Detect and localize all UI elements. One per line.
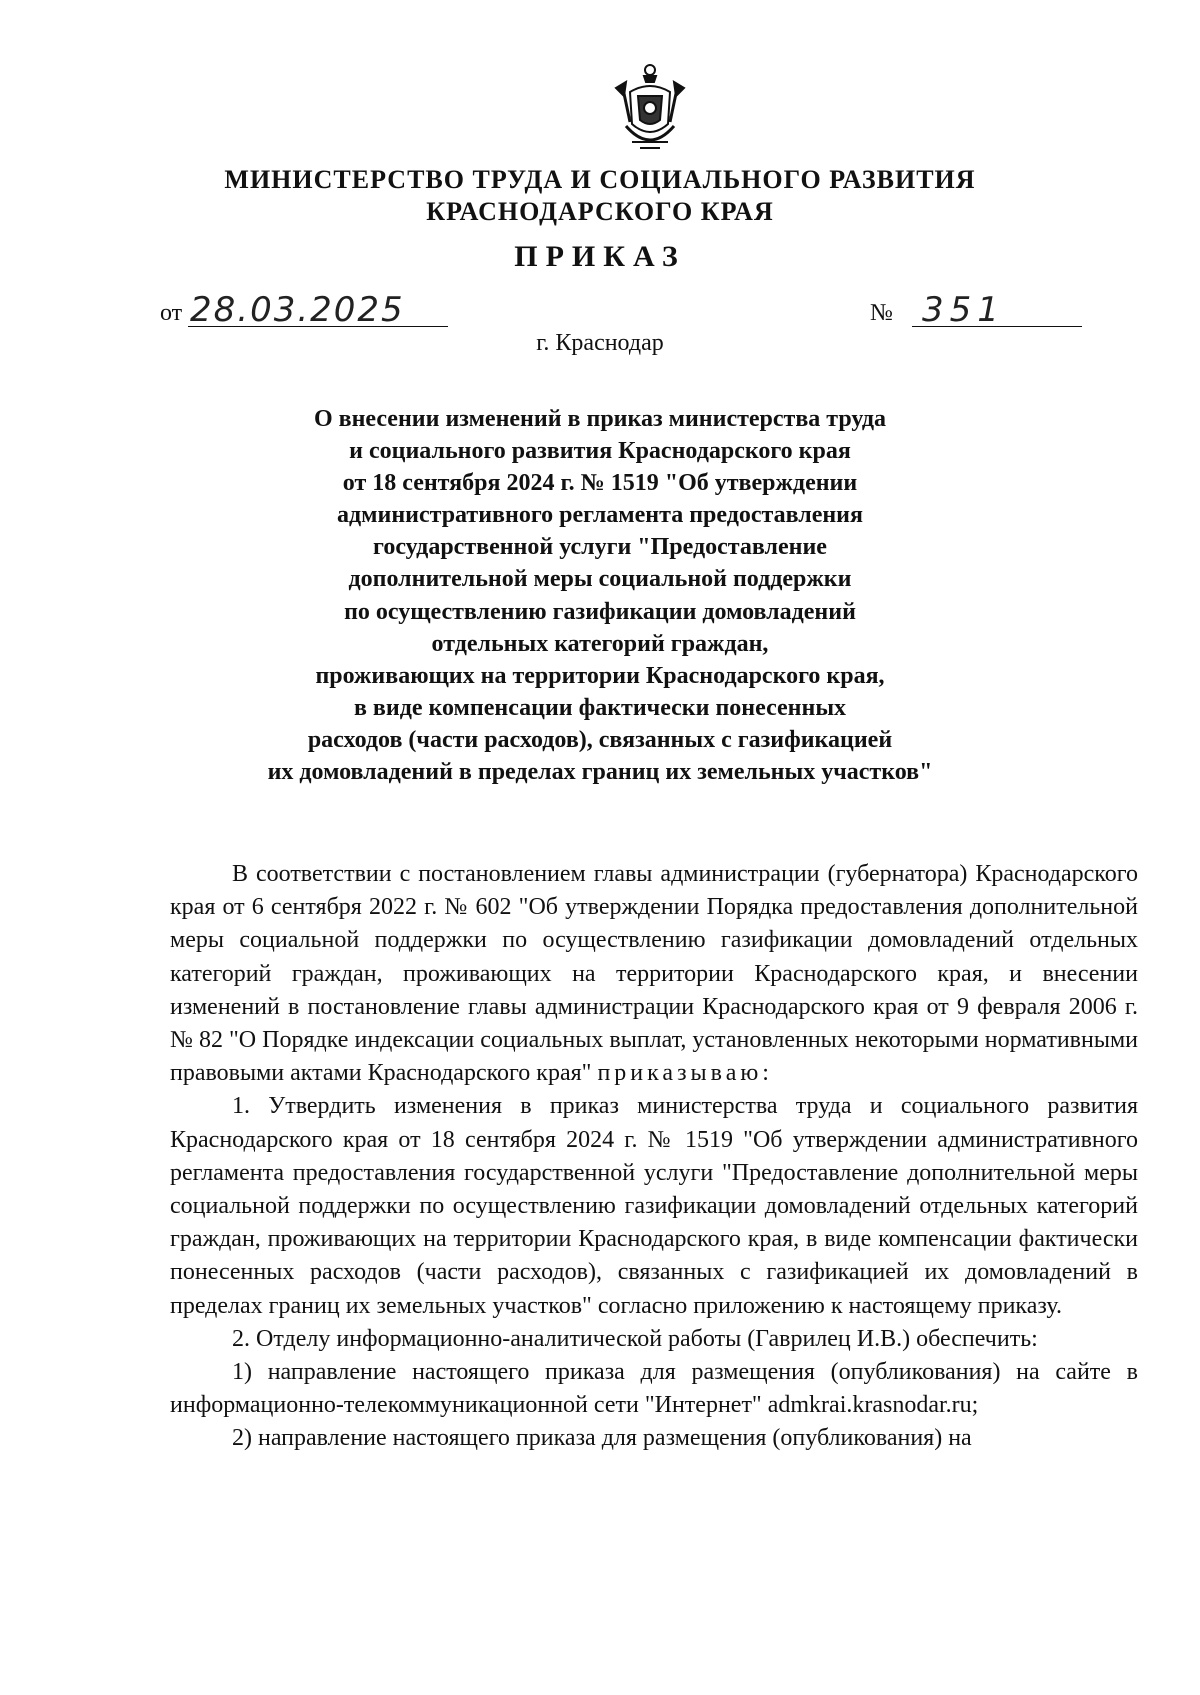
order-body	[170, 858, 1138, 1456]
preamble-paragraph	[170, 858, 1138, 1090]
item-2-paragraph: 2. Отделу информационно-аналитической работы (Гаврилец И.В.) обеспечить:	[232, 1325, 1038, 1352]
subject-line: отдельных категорий граждан,	[431, 630, 769, 657]
number-handwritten: 351	[922, 290, 1005, 330]
item-1-paragraph: 1. Утвердить изменения в приказ министерства труда и социального развития Краснодарского края от 18 сентября 2024 г. № 1519 "Об утверждении административного регламента предоставления государственной услуги "Предоставление дополнительной меры социальной поддержки по осуществлению газификации домовладений отдельных категорий граждан, проживающих на территории Краснодарского края, в виде компенсации фактически понесенных расходов (части расходов), связанных с газификацией их домовладений в пределах границ их земельных участков" согласно приложению к настоящему приказу.	[170, 1093, 1138, 1319]
krasnodar-coat-of-arms-icon	[610, 62, 690, 158]
preamble-text: В соответствии с постановлением главы администрации (губернатора) Краснодарского края от 6 сентября 2022 г. № 602 "Об утверждении Порядка предоставления дополнительной меры социальной поддержки по осуществлению газификации домовладений отдельных категорий граждан, проживающих на территории Краснодарского края, и внесении изменений в постановление главы администрации Краснодарского края от 9 февраля 2006 г. № 82 "О Порядке индексации социальных выплат, установленных некоторыми нормативными правовыми актами Краснодарского края"	[170, 861, 1138, 1087]
order-number	[870, 290, 1090, 330]
subject-line: проживающих на территории Краснодарского края,	[315, 662, 885, 689]
subject-line: в виде компенсации фактически понесенных	[353, 694, 847, 721]
subject-line: их домовладений в пределах границ их земельных участков"	[267, 759, 933, 786]
date-handwritten: 28.03.2025	[190, 290, 405, 330]
number-underline	[912, 326, 1082, 327]
subject-line: административного регламента предоставления	[337, 502, 863, 529]
number-prefix: №	[870, 300, 893, 326]
ministry-name-line2: КРАСНОДАРСКОГО КРАЯ	[426, 197, 774, 226]
subject-line: расходов (части расходов), связанных с газификацией	[307, 726, 893, 753]
order-subject	[200, 403, 1000, 788]
city: г. Краснодар	[536, 330, 664, 356]
order-word: приказываю:	[597, 1060, 773, 1087]
order-title: ПРИКАЗ	[514, 240, 686, 273]
subject-line: О внесении изменений в приказ министерства труда	[313, 406, 887, 432]
date-prefix: от	[160, 300, 183, 326]
ministry-name-line1: МИНИСТЕРСТВО ТРУДА И СОЦИАЛЬНОГО РАЗВИТИЯ	[224, 165, 976, 194]
item-2-2-paragraph: 2) направление настоящего приказа для размещения (опубликования) на	[232, 1425, 972, 1452]
subject-line: по осуществлению газификации домовладений	[344, 598, 856, 625]
ministry-name	[0, 164, 1200, 228]
subject-line: дополнительной меры социальной поддержки	[348, 566, 852, 593]
subject-line: и социального развития Краснодарского края	[349, 438, 851, 465]
date-underline	[188, 326, 448, 327]
item-2-1-paragraph: 1) направление настоящего приказа для размещения (опубликования) на сайте в информационно-телекоммуникационной сети "Интернет" admkrai.krasnodar.ru;	[170, 1359, 1138, 1419]
order-date	[160, 290, 460, 330]
subject-line: государственной услуги "Предоставление	[373, 534, 827, 561]
subject-line: от 18 сентября 2024 г. № 1519 "Об утверждении	[342, 470, 858, 497]
